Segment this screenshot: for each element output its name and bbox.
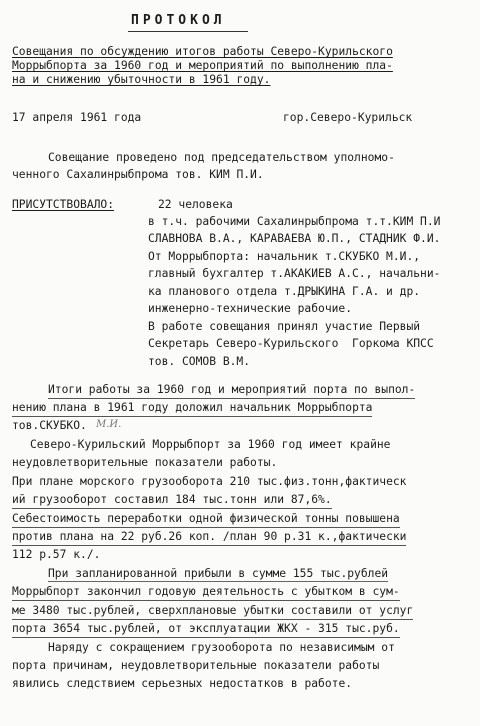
present-line-2: СЛАВНОВА В.А., КАРАВАЕВА Ю.П., СТАДНИК Ф.И. bbox=[148, 232, 441, 245]
results-line-2: нению плана в 1961 году доложил начальник Моррыбпорта bbox=[12, 401, 372, 417]
body-line-11: порта 3654 тыс.рублей, от эксплуатации ЖКХ - 315 тыс.руб. bbox=[12, 622, 400, 638]
title-underline bbox=[128, 31, 248, 32]
body-line-2: неудовлетворительные показатели работы. bbox=[12, 456, 278, 469]
body-line-9: Моррыбпорт закончил годовую деятельность с убытком в сум- bbox=[12, 585, 400, 601]
body-line-12: Наряду с сокращением грузооборота по независимым от bbox=[48, 641, 395, 654]
present-line-6: инженерно-технические рабочие. bbox=[148, 302, 353, 315]
present-line-4: главный бухгалтер т.АКАКИЕВ А.С., начальни- bbox=[148, 267, 441, 280]
body-line-3: При плане морского грузооборота 210 тыс.физ.тонн,фактическ bbox=[12, 475, 407, 488]
subject-line-2: Моррыбпорта за 1960 год и мероприятий по выполнению пла- bbox=[12, 59, 393, 72]
present-line-7: В работе совещания принял участие Первый bbox=[148, 320, 421, 333]
results-line-3: тов.СКУБКО. bbox=[12, 419, 87, 432]
chair-line-1: Совещание проведено под председательством уполномо- bbox=[48, 151, 395, 164]
present-line-1: в т.ч. рабочими Сахалинрыбпрома т.т.КИМ П.И bbox=[148, 215, 441, 228]
body-line-14: явились следствием серьезных недостатков в работе. bbox=[12, 677, 353, 690]
document-place: гор.Северо-Курильск bbox=[283, 111, 413, 124]
present-line-9: тов. СОМОВ В.М. bbox=[148, 355, 251, 368]
present-line-8: Секретарь Северо-Курильского Горкома КПСС bbox=[148, 337, 434, 350]
present-line-3: От Моррыбпорта: начальник т.СКУБКО М.И., bbox=[148, 250, 421, 263]
handwritten-initials: М.И. bbox=[96, 419, 122, 430]
body-line-6: против плана на 22 руб.26 коп. /план 90 р.31 к.,фактически bbox=[12, 530, 406, 546]
body-line-7: 112 р.57 к./. bbox=[12, 548, 101, 561]
present-line-5: ка планового отдела т.ДРЫКИНА Г.А. и др. bbox=[148, 285, 421, 298]
subject-line-1: Совещания по обсуждению итогов работы Северо-Курильского bbox=[12, 45, 393, 58]
document-date: 17 апреля 1961 года bbox=[12, 111, 142, 124]
present-label: ПРИСУТСТВОВАЛО: bbox=[12, 198, 115, 211]
body-line-8: При запланированной прибыли в сумме 155 тыс.рублей bbox=[48, 567, 389, 580]
results-line-1: Итоги работы за 1960 год и мероприятий порта по выпол- bbox=[48, 383, 415, 399]
body-line-13: порта причинам, неудовлетворительные показатели работы bbox=[12, 659, 380, 672]
chair-line-2: ченного Сахалинрыбпрома тов. КИМ П.И. bbox=[12, 168, 264, 181]
present-count: 22 человека bbox=[158, 198, 233, 211]
body-line-5: Себестоимость переработки одной физической тонны повышена bbox=[12, 512, 400, 528]
body-line-10: ме 3480 тыс.рублей, сверхплановые убытки составили от услуг bbox=[12, 604, 413, 620]
body-line-4: ий грузооборот составил 184 тыс.тонн или 87,6%. bbox=[12, 493, 332, 509]
subject-line-3: на и снижению убыточности в 1961 году. bbox=[12, 73, 271, 86]
body-line-1: Северо-Курильский Моррыбпорт за 1960 год имеет крайне bbox=[30, 438, 391, 451]
document-title: ПРОТОКОЛ bbox=[131, 13, 226, 28]
